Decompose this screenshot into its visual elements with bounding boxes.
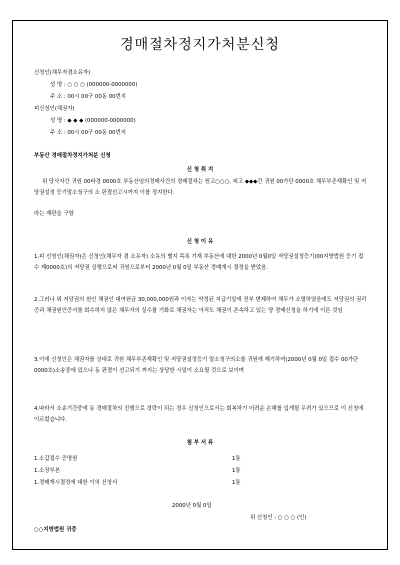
- respondent-address: 주 소 : 00시 00구 00동 00번지: [50, 130, 126, 136]
- reason-item: 4.따라서 소송기간중에 동 경매절차의 진행으로 경락이 되는 경우 신청인으로서는 회복하기 어려운 손해를 입게될 우려가 있으므로 이 신청에 이르렀습니다.: [34, 406, 364, 423]
- respondent-name: 성 명 : ◆ ◆ ◆ (000000-0000000): [50, 118, 136, 124]
- reason-item: 1.피 신청인(채권자)은 신청인(채무자 겸 소유자) 소유의 별지 목록 기재 부동산에 대한 2000년 0월0일 저당권설정등기(00지방법원 등기 접수 제0000호)의 저당권 실행으로써 귀원으로부터 2000년 0월 0일 부동산 경매개시 결정을 받았음.: [34, 254, 364, 271]
- case-title: 부동산 경매절차정지가처분 신청: [34, 153, 111, 159]
- applicant-heading: 신청인(채무자겸소유자): [34, 70, 91, 76]
- applicant-name: 성 명 : ○ ○ ○ (000000-0000000): [50, 82, 138, 88]
- attachments-heading: 첨 부 서 류: [186, 440, 214, 446]
- attachment-name: 1.소갑접수 증명원: [34, 456, 78, 462]
- applicant-address: 주 소 : 00시 00구 00동 00번지: [50, 94, 126, 100]
- document-title: 경매절차정지가처분신청: [120, 37, 280, 53]
- attachment-qty: 1통: [232, 456, 241, 462]
- filing-date: 2000년 0월 0일: [172, 503, 212, 509]
- purpose-heading: 신 청 취 지: [186, 167, 214, 173]
- court-addressee: ○○지방법원 귀중: [34, 527, 77, 533]
- reason-item: 3.이에 신청인은 채권자를 상대로 귀원 채무부존재확인 및 저당권설정등기 말소청구의소를 귀원에 제기하여(2000년 0월 0일 접수 00가단 0000호)소송중에 있으나 동 판결이 선고되기 까지는 상당한 시일이 소요될 것으로 보이며: [34, 357, 359, 374]
- reasons-heading: 신 청 이 유: [186, 239, 214, 245]
- attachment-qty: 1통: [232, 468, 241, 474]
- attachment-qty: 1통: [232, 480, 241, 486]
- attachment-name: 1.소장부본: [34, 468, 60, 474]
- attachment-name: 1.경매개시결정에 대한 이의 신청서: [34, 480, 118, 486]
- purpose-body: 위 당사자간 귀원 00타경 0000호 부동산임의경매사건의 경매절차는 원고○○○, 피고 ◆◆◆간 귀원 00가단 0000호 채무부존재확인 및 저당권설정 등기말소청구의 소 판결선고시까지 이를 정지한다.: [34, 179, 367, 196]
- respondent-heading: 피신청인(채권자): [34, 106, 75, 112]
- purpose-closing: 라는 재판을 구함: [34, 211, 74, 217]
- signer-line: 위 신청인 : ○ ○ ○ (인): [250, 515, 307, 521]
- reason-item: 2.그러나 위 저당권의 원인 채권인 대여원금 30,000,000원과 이자는 약정된 지급기일에 전부 변제하여 채무가 소멸하였음에도 저당권의 권리증과 채권원인증서를 회수하지 않은 채무자의 실수를 기화로 채권자는 아직도 채권이 존속하고 있는 양 경매신청을 하기에 이른 것임: [34, 297, 367, 314]
